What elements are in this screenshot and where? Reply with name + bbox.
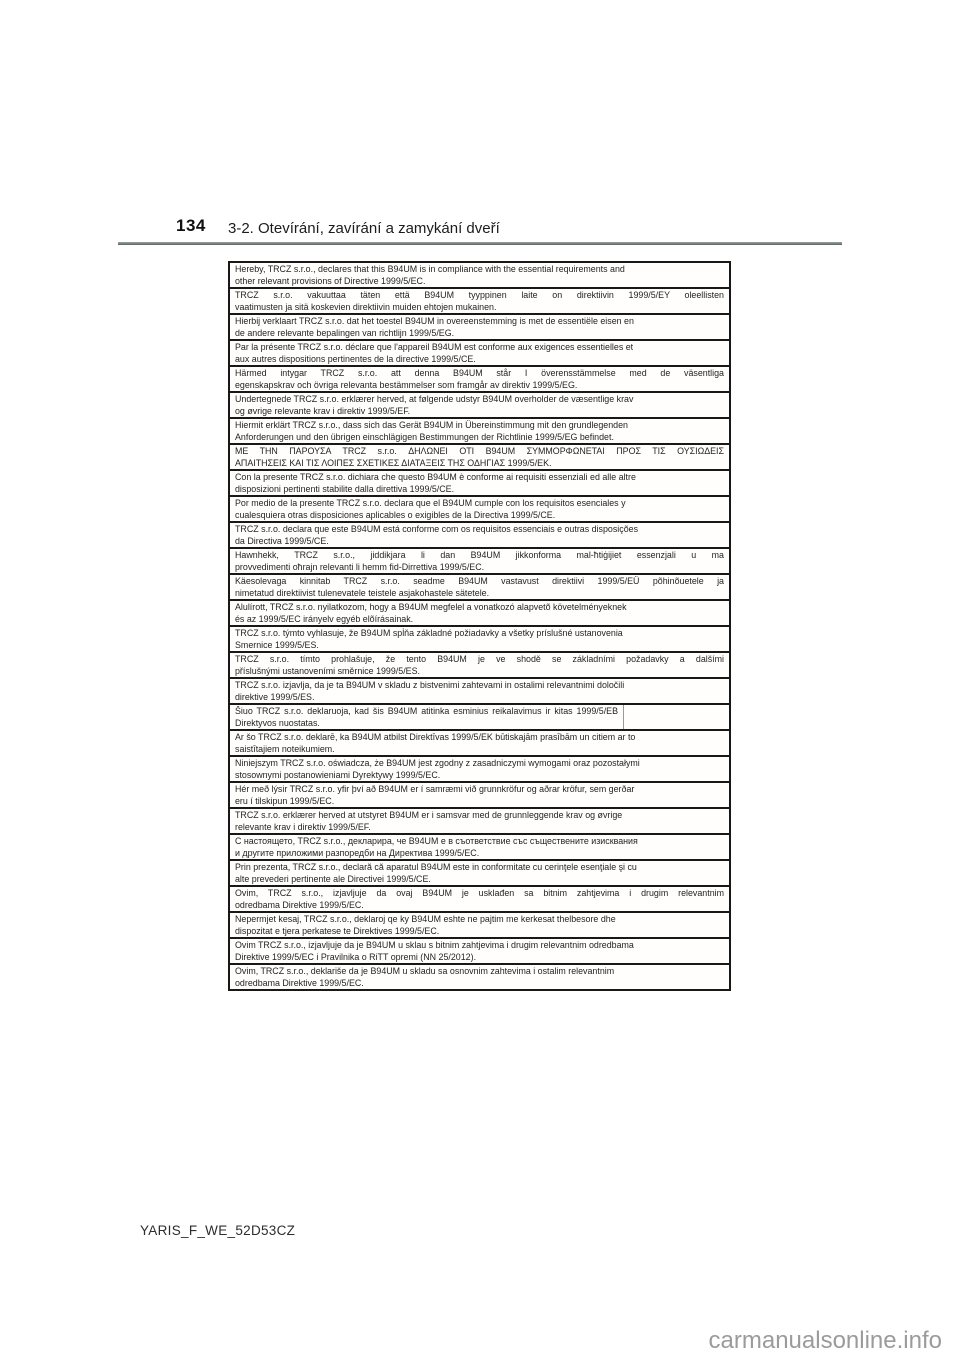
- declaration-line-1: Niniejszym TRCZ s.r.o. oświadcza, że B94UM jest zgodny z zasadniczymi wymogami oraz pozostałymi: [235, 758, 640, 768]
- declaration-line-2: ΑΠΑΙΤΗΣΕΙΣ ΚΑΙ ΤΙΣ ΛΟΙΠΕΣ ΣΧΕΤΙΚΕΣ ΔΙΑΤΑΞΕΙΣ ΤΗΣ ΟΔΗΓΙΑΣ 1999/5/ΕΚ.: [235, 457, 552, 468]
- declaration-line-1: Härmed intygar TRCZ s.r.o. att denna B94UM står I överensstämmelse med de väsentliga: [235, 368, 724, 378]
- declaration-line-1: С настоящето, TRCZ s.r.o., декларира, че B94UM е в съответствие със съществените изисквания: [235, 836, 638, 846]
- declaration-line-2: stosownymi postanowieniami Dyrektywy 1999/5/EC.: [235, 769, 441, 780]
- declaration-line-2: disposizioni pertinenti stabilite dalla direttiva 1999/5/CE.: [235, 483, 455, 494]
- table-row: [230, 471, 729, 497]
- declaration-line-1: Hereby, TRCZ s.r.o., declares that this B94UM is in compliance with the essential requirements and: [235, 264, 625, 274]
- declaration-line-2: Direktive 1999/5/EC i Pravilnika o RiTT opremi (NN 25/2012).: [235, 951, 477, 962]
- section-title: 3-2. Otevírání, zavírání a zamykání dveří: [228, 220, 500, 237]
- declaration-line-1: Ar šo TRCZ s.r.o. deklarē, ka B94UM atbilst Direktīvas 1999/5/EK būtiskajām prasībām un citiem ar to: [235, 732, 636, 742]
- declaration-line-1: TRCZ s.r.o. tímto prohlašuje, že tento B94UM je ve shodě se základními požadavky a dalšími: [235, 654, 724, 664]
- table-row: [230, 913, 729, 939]
- declaration-line-1: Por medio de la presente TRCZ s.r.o. declara que el B94UM cumple con los requisitos esenciales y: [235, 498, 626, 508]
- table-row: [230, 939, 729, 965]
- table-row: [230, 731, 729, 757]
- declaration-line-2: de andere relevante bepalingen van richtlijn 1999/5/EG.: [235, 327, 455, 338]
- declaration-line-2: příslušnými ustanoveními směrnice 1999/5/ES.: [235, 665, 420, 676]
- table-row: [230, 263, 729, 289]
- declaration-table: [228, 261, 731, 991]
- declaration-line-1: Nepermjet kesaj, TRCZ s.r.o., deklaroj qe ky B94UM eshte ne pajtim me kerkesat thelbesore dhe: [235, 914, 616, 924]
- row-divider-line: [623, 705, 624, 729]
- declaration-line-1: Prin prezenta, TRCZ s.r.o., declară că aparatul B94UM este in conformitate cu cerinţele esenţiale şi cu: [235, 862, 637, 872]
- declaration-line-2: provvedimenti oħrajn relevanti li hemm fid-Dirrettiva 1999/5/EC.: [235, 561, 485, 572]
- table-row: [230, 393, 729, 419]
- declaration-line-1: Ovim TRCZ s.r.o., izjavljuje da je B94UM u sklau s bitnim zahtjevima i drugim relevantnim odredbama: [235, 940, 634, 950]
- declaration-line-2: odredbama Direktive 1999/5/EC.: [235, 977, 364, 988]
- declaration-line-2: и другите приложими разпоредби на Директива 1999/5/EC.: [235, 847, 480, 858]
- table-row: [230, 627, 729, 653]
- table-row: [230, 861, 729, 887]
- declaration-line-1: Hierbij verklaart TRCZ s.r.o. dat het toestel B94UM in overeenstemming is met de essentiële eisen en: [235, 316, 634, 326]
- declaration-line-1: Hiermit erklärt TRCZ s.r.o., dass sich das Gerät B94UM in Übereinstimmung mit den grundlegenden: [235, 420, 628, 430]
- table-row: [230, 549, 729, 575]
- declaration-line-2: direktive 1999/5/ES.: [235, 691, 315, 702]
- declaration-line-2: og øvrige relevante krav i direktiv 1999/5/EF.: [235, 405, 411, 416]
- declaration-line-1: TRCZ s.r.o. izjavlja, da je ta B94UM v skladu z bistvenimi zahtevami in ostalimi relevantnimi določili: [235, 680, 625, 690]
- declaration-line-1: Hawnhekk, TRCZ s.r.o., jiddikjara li dan B94UM jikkonforma mal-ħtiġijiet essenzjali u ma: [235, 550, 724, 560]
- declaration-line-2: dispozitat e tjera perkatese te Direktives 1999/5/EC.: [235, 925, 440, 936]
- table-row: [230, 523, 729, 549]
- watermark-text: carmanualsonline.info: [708, 1327, 942, 1354]
- declaration-line-2: vaatimusten ja sitä koskevien direktiivin muiden ehtojen mukainen.: [235, 301, 497, 312]
- declaration-line-1: Hér með lýsir TRCZ s.r.o. yfir því að B94UM er í samræmi við grunnkröfur og aðrar kröfur, sem gerðar: [235, 784, 635, 794]
- declaration-line-2: cualesquiera otras disposiciones aplicables o exigibles de la Directiva 1999/5/CE.: [235, 509, 556, 520]
- declaration-line-1: ΜΕ ΤΗΝ ΠΑΡΟΥΣΑ TRCZ s.r.o. ΔΗΛΩΝΕΙ ΟΤΙ B94UM ΣΥΜΜΟΡΦΩΝΕΤΑΙ ΠΡΟΣ ΤΙΣ ΟΥΣΙΩΔΕΙΣ: [235, 446, 724, 456]
- declaration-line-1: Käesolevaga kinnitab TRCZ s.r.o. seadme B94UM vastavust direktiivi 1999/5/EÜ põhinõuetele ja: [235, 576, 724, 586]
- declaration-line-2: alte prevederi pertinente ale Directivei 1999/5/CE.: [235, 873, 431, 884]
- declaration-line-1: Ovim, TRCZ s.r.o., izjavljuje da ovaj B94UM je usklađen sa bitnim zahtjevima i drugim relevantnim: [235, 888, 724, 898]
- declaration-line-1: TRCZ s.r.o. declara que este B94UM está conforme com os requisitos essenciais e outras disposições: [235, 524, 639, 534]
- table-row: [230, 757, 729, 783]
- declaration-line-1: TRCZ s.r.o. vakuuttaa täten että B94UM tyyppinen laite on direktiivin 1999/5/EY oleellisten: [235, 290, 724, 300]
- table-row: [230, 835, 729, 861]
- declaration-line-2: egenskapskrav och övriga relevanta bestämmelser som framgår av direktiv 1999/5/EG.: [235, 379, 578, 390]
- table-row: [230, 705, 729, 731]
- table-row: [230, 341, 729, 367]
- page-number: 134: [176, 216, 206, 235]
- declaration-line-1: Con la presente TRCZ s.r.o. dichiara che questo B94UM è conforme ai requisiti essenziali ed alle altre: [235, 472, 636, 482]
- declaration-line-1: Undertegnede TRCZ s.r.o. erklærer herved, at følgende udstyr B94UM overholder de væsentlige krav: [235, 394, 634, 404]
- table-row: [230, 315, 729, 341]
- table-row: [230, 419, 729, 445]
- table-row: [230, 653, 729, 679]
- table-row: [230, 367, 729, 393]
- table-row: [230, 887, 729, 913]
- document-code: YARIS_F_WE_52D53CZ: [140, 1223, 296, 1238]
- declaration-line-2: nimetatud direktiivist tulenevatele teistele asjakohastele sätetele.: [235, 587, 490, 598]
- declaration-line-2: és az 1999/5/EC irányelv egyéb elõírásainak.: [235, 613, 414, 624]
- declaration-line-1: TRCZ s.r.o. týmto vyhlasuje, že B94UM spĺňa základné požiadavky a všetky príslušné ustanovenia: [235, 628, 623, 638]
- table-row: [230, 497, 729, 523]
- table-row: [230, 445, 729, 471]
- table-row: [230, 601, 729, 627]
- table-row: [230, 809, 729, 835]
- declaration-line-2: da Directiva 1999/5/CE.: [235, 535, 329, 546]
- declaration-line-1: Alulírott, TRCZ s.r.o. nyilatkozom, hogy a B94UM megfelel a vonatkozó alapvetõ követelményeknek: [235, 602, 627, 612]
- declaration-line-2: Smernice 1999/5/ES.: [235, 639, 319, 650]
- table-row: [230, 289, 729, 315]
- declaration-line-2: eru í tilskipun 1999/5/EC.: [235, 795, 335, 806]
- declaration-line-1: Šiuo TRCZ s.r.o. deklaruoja, kad šis B94UM atitinka esminius reikalavimus ir kitas 1999/5/EB: [235, 706, 618, 716]
- declaration-line-2: saistītajiem noteikumiem.: [235, 743, 335, 754]
- declaration-line-2: relevante krav i direktiv 1999/5/EF.: [235, 821, 371, 832]
- declaration-line-1: TRCZ s.r.o. erklærer herved at utstyret B94UM er i samsvar med de grunnleggende krav og øvrige: [235, 810, 623, 820]
- declaration-line-2: Direktyvos nuostatas.: [235, 717, 320, 728]
- table-row: [230, 575, 729, 601]
- table-row: [230, 679, 729, 705]
- declaration-line-2: Anforderungen und den übrigen einschlägigen Bestimmungen der Richtlinie 1999/5/EG befindet.: [235, 431, 614, 442]
- declaration-line-1: Ovim, TRCZ s.r.o., deklariše da je B94UM u skladu sa osnovnim zahtevima i ostalim relevantnim: [235, 966, 615, 976]
- header-rule: [118, 242, 842, 245]
- declaration-line-2: aux autres dispositions pertinentes de la directive 1999/5/CE.: [235, 353, 476, 364]
- declaration-line-2: other relevant provisions of Directive 1999/5/EC.: [235, 275, 426, 286]
- declaration-line-1: Par la présente TRCZ s.r.o. déclare que l'appareil B94UM est conforme aux exigences essentielles et: [235, 342, 634, 352]
- table-row: [230, 783, 729, 809]
- table-row: [230, 965, 729, 989]
- declaration-line-2: odredbama Direktive 1999/5/EC.: [235, 899, 364, 910]
